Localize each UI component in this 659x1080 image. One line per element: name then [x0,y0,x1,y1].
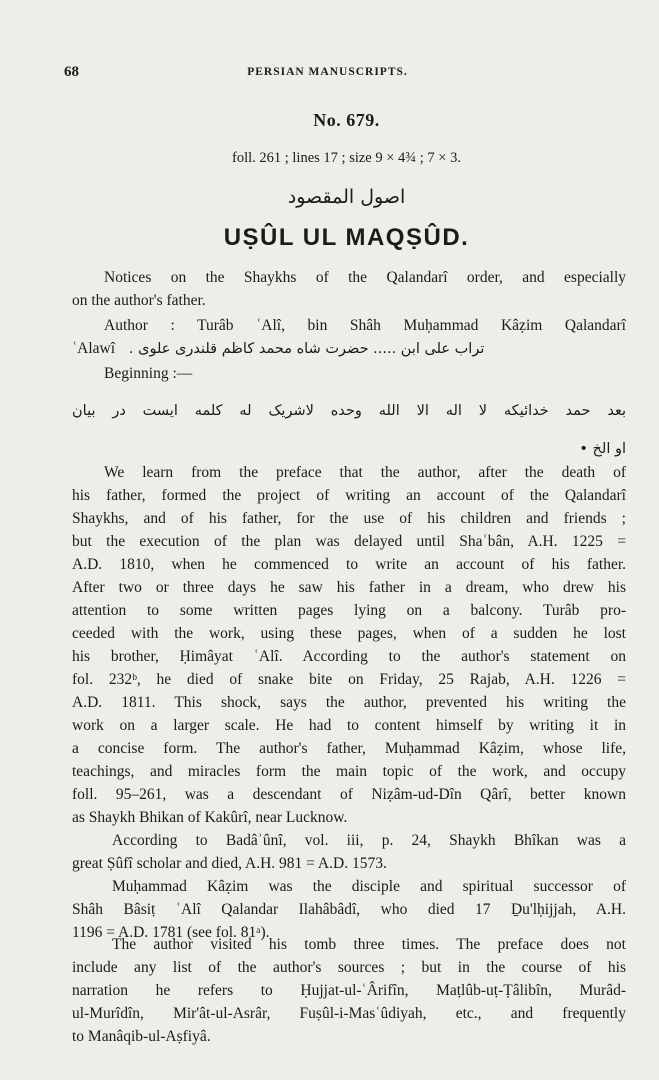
body-line: 1196 = A.D. 1781 (see fol. 81ᵃ). [72,924,270,941]
body-line: teachings, and miracles form the main topic of the work, and occupy [72,763,626,780]
body-line: We learn from the preface that the author, after the death of [104,464,626,481]
body-line: fol. 232ᵇ, he died of snake bite on Friday, 25 Rajab, A.H. 1226 = [72,671,626,688]
body-line: Muḥammad Kâẓim was the disciple and spiritual successor of [112,878,626,895]
body-line: A.D. 1811. This shock, says the author, prevented his writing the [72,694,626,711]
body-line: narration he refers to Ḥujjat-ul-ʿÂrifîn, Maṭlûb-uṭ-Ṭâlibîn, Murâd- [72,982,626,999]
notices-line: Notices on the Shaykhs of the Qalandarî order, and especially [104,269,626,286]
author-nisba: ʿAlawî [72,340,116,357]
author-line: Author : Turâb ʿAlî, bin Shâh Muḥammad Kâẓim Qalandarî [104,317,626,334]
body-line: great Ṣûfî scholar and died, A.H. 981 = A.D. 1573. [72,855,387,872]
body-line: According to Badâʾûnî, vol. iii, p. 24, Shaykh Bhîkan was a [112,832,626,849]
arabic-title: اصول المقصود [287,186,406,208]
body-paragraph-4 [72,933,626,1048]
page-number: 68 [64,64,79,80]
author-arabic: تراب علی ابن ..... حضرت شاه محمد کاظم قلندری علوی . [128,341,485,357]
body-line: include any list of the author's sources ; but in the course of his [72,959,626,976]
beginning-arabic-line: بعد حمد خدائیکه لا اله الا الله وحده لاشریک له کلمه ایست در بیان [72,403,626,419]
author-line-2 [72,337,626,361]
page-header [64,64,631,84]
running-head: PERSIAN MANUSCRIPTS. [247,66,408,78]
body-line: attention to some written pages lying on a balcony. Turâb pro- [72,602,626,619]
body-line: Shaykhs, and of his father, for the use of his children and friends ; [72,510,626,527]
beginning-arabic-line: او الخ • [579,441,626,457]
body-line: ul-Murîdîn, Mir'ât-ul-Asrâr, Fuṣûl-i-Masʿûdiyah, etc., and frequently [72,1005,626,1022]
body-line: foll. 95–261, was a descendant of Niẓâm-ud-Dîn Qârî, better known [72,786,626,803]
body-line: After two or three days he saw his father in a dream, who drew his [72,579,626,596]
body-line: work on a larger scale. He had to content himself by writing it in [72,717,626,734]
body-paragraph-2 [72,829,626,875]
folio-details: foll. 261 ; lines 17 ; size 9 × 4¾ ; 7 × 3. [231,150,461,166]
body-line: A.D. 1810, when he commenced to write an account of his father. [72,556,626,573]
body-line: but the execution of the plan was delayed until Shaʿbân, A.H. 1225 = [72,533,626,550]
beginning-arabic [72,392,626,468]
beginning-label: Beginning :— [104,365,193,382]
author-paragraph [72,314,626,361]
notices-line: on the author's father. [72,292,206,309]
body-line: The author visited his tomb three times. The preface does not [112,936,626,953]
body-line: his brother, Ḥimâyat ʿAlî. According to the author's statement on [72,648,626,665]
body-line: Shâh Bâsiṭ ʿAlî Qalandar Ilahâbâdî, who died 17 Ḏu'lḥijjah, A.H. [72,901,626,918]
notices-paragraph [72,266,626,312]
body-line: a concise form. The author's father, Muḥammad Kâẓim, whose life, [72,740,626,757]
body-line: ceeded with the work, using these pages, when of a sudden he lost [72,625,626,642]
body-paragraph-1 [72,461,626,829]
entry-number: No. 679. [313,110,380,130]
body-line: as Shaykh Bhikan of Kakûrî, near Lucknow. [72,809,348,826]
body-line: his father, formed the project of writing an account of the Qalandarî [72,487,626,504]
body-line: to Manâqib-ul-Aṣfiyâ. [72,1028,211,1045]
entry-title: UṢÛL UL MAQṢÛD. [223,224,470,251]
